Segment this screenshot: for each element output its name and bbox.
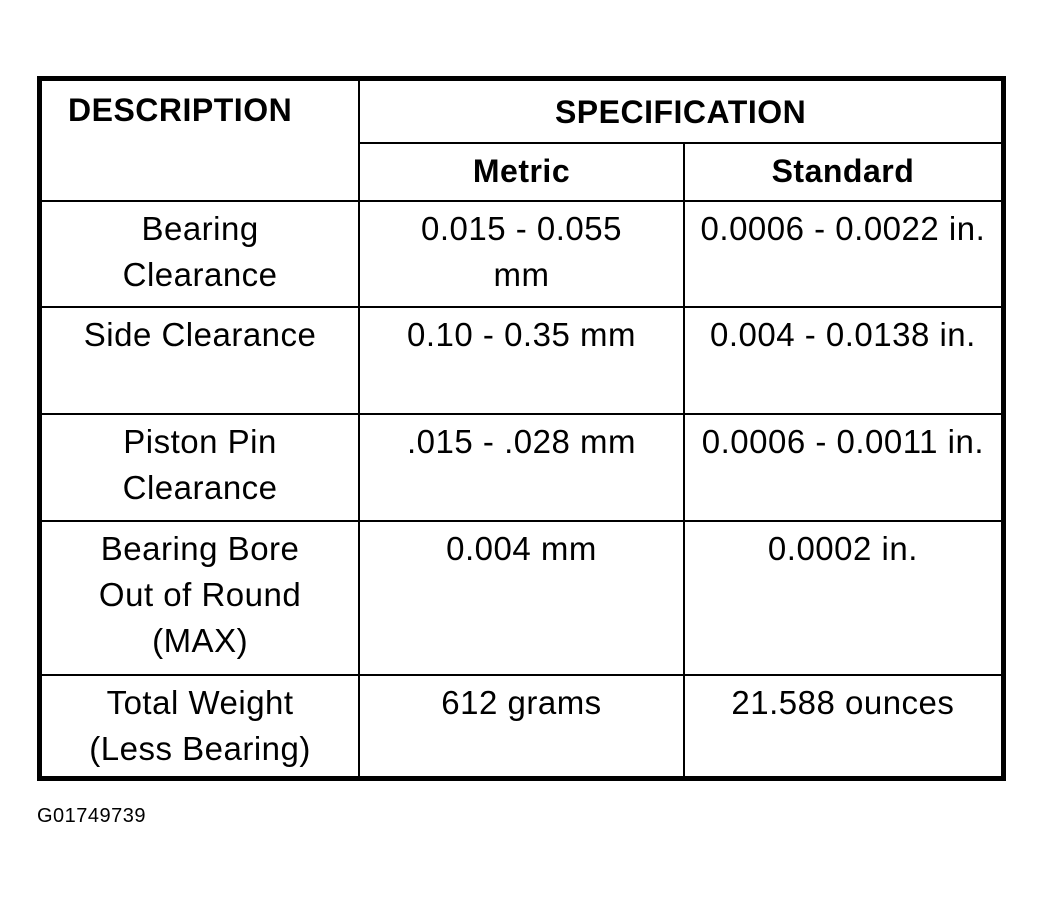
figure-id: G01749739 [37, 805, 147, 827]
specification-table [37, 76, 1006, 781]
row-metric: 612 grams [359, 675, 684, 779]
row-standard: 21.588 ounces [684, 675, 1004, 779]
row-standard: 0.004 - 0.0138 in. [684, 307, 1004, 414]
row-description: Side Clearance [40, 307, 360, 414]
row-description: Bearing Bore Out of Round (MAX) [40, 521, 360, 674]
table-row [40, 521, 1004, 674]
row-metric: .015 - .028 mm [359, 414, 684, 521]
table-row [40, 414, 1004, 521]
table-row [40, 307, 1004, 414]
row-standard: 0.0002 in. [684, 521, 1004, 674]
row-standard: 0.0006 - 0.0011 in. [684, 414, 1004, 521]
row-metric: 0.004 mm [359, 521, 684, 674]
table-row [40, 675, 1004, 779]
table-row [40, 201, 1004, 308]
header-metric: Metric [359, 143, 684, 201]
header-specification: SPECIFICATION [359, 79, 1003, 143]
row-standard: 0.0006 - 0.0022 in. [684, 201, 1004, 308]
row-description: Total Weight (Less Bearing) [40, 675, 360, 779]
row-metric: 0.10 - 0.35 mm [359, 307, 684, 414]
row-metric: 0.015 - 0.055 mm [359, 201, 684, 308]
header-description: DESCRIPTION [40, 79, 360, 201]
row-description: Piston Pin Clearance [40, 414, 360, 521]
row-description: Bearing Clearance [40, 201, 360, 308]
header-standard: Standard [684, 143, 1004, 201]
